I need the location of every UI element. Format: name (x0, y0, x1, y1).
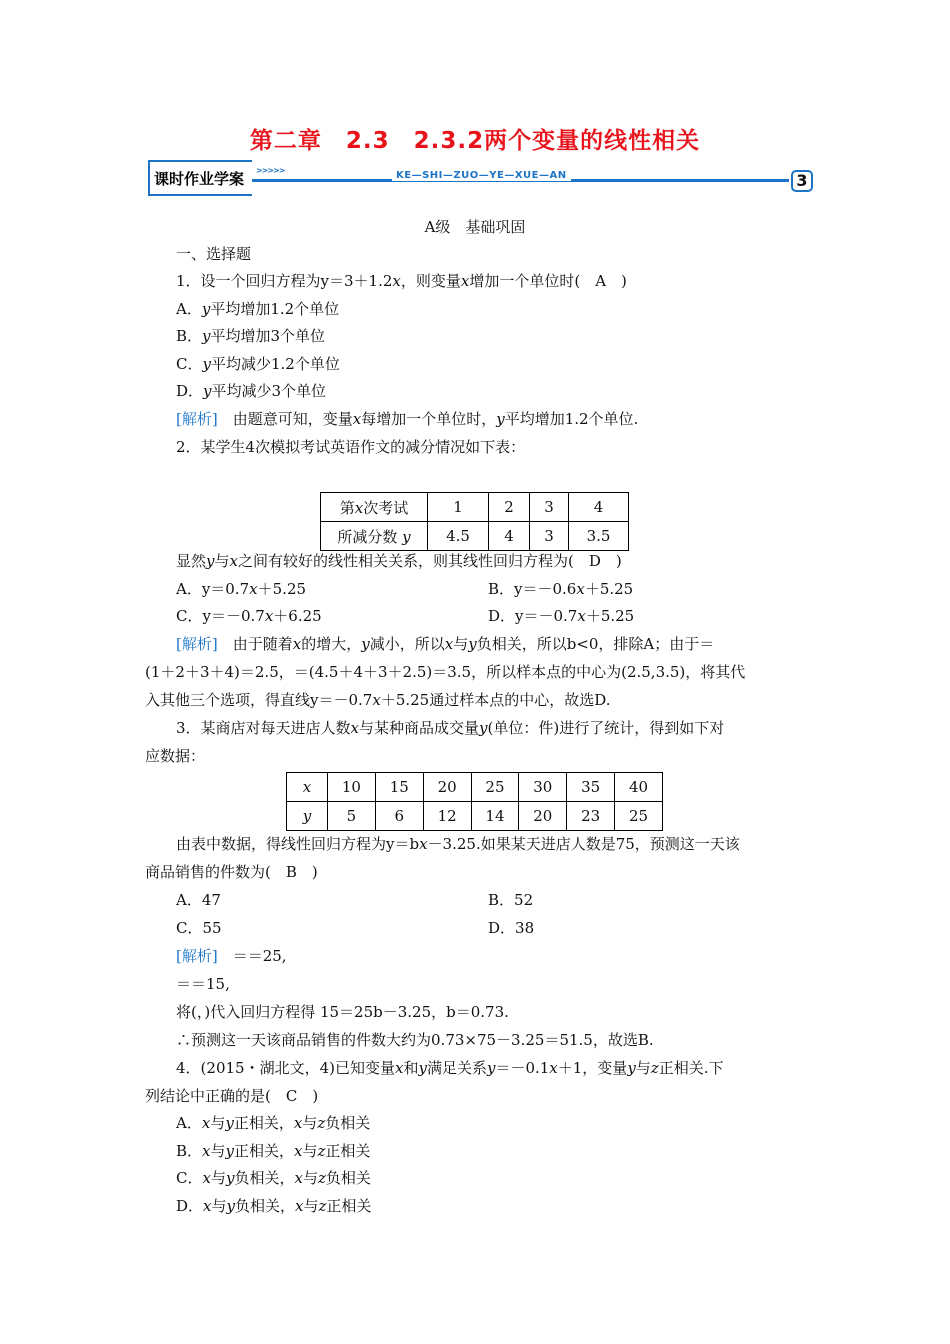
question-4-option-d: D．x与y负相关，x与z正相关 (176, 1197, 372, 1215)
question-3-analysis-line-3: 将(，)代入回归方程得 15＝25b－3.25，b＝0.73. (176, 1003, 509, 1021)
question-2-option-b: B．y＝－0.6x＋5.25 (488, 580, 634, 598)
analysis-tag: [解析] (176, 635, 218, 653)
table-cell: 30 (519, 773, 567, 802)
table-cell: 2 (489, 493, 530, 522)
table-cell: 25 (615, 802, 663, 831)
table-cell: 40 (615, 773, 663, 802)
table-cell: 12 (423, 802, 471, 831)
section-heading: 一、选择题 (176, 245, 252, 263)
question-4-option-a: A．x与y正相关，x与z负相关 (176, 1114, 371, 1132)
question-4-stem-line-2: 列结论中正确的是( C ) (145, 1087, 319, 1105)
question-2-option-d: D．y＝－0.7x＋5.25 (488, 607, 635, 625)
question-3-stem: 3．某商店对每天进店人数x与某种商品成交量y(单位：件)进行了统计，得到如下对 (176, 719, 725, 737)
question-3-follow: 由表中数据，得线性回归方程为y＝bx－3.25.如果某天进店人数是75，预测这一天该 (176, 835, 740, 853)
table-cell: 6 (375, 802, 423, 831)
table-head-cell: y (287, 802, 328, 831)
table-cell: 15 (375, 773, 423, 802)
question-4-option-c: C．x与y负相关，x与z负相关 (176, 1169, 371, 1187)
question-1-option-d: D．y平均减少3个单位 (176, 382, 327, 400)
question-1-option-c: C．y平均减少1.2个单位 (176, 355, 340, 373)
table-cell: 5 (328, 802, 376, 831)
analysis-tag: [解析] (176, 947, 218, 965)
table-row (287, 802, 663, 831)
table-cell: 20 (423, 773, 471, 802)
question-3-option-c: C．55 (176, 919, 222, 937)
table-row (321, 493, 629, 522)
banner-badge: 3 (791, 170, 813, 192)
table-head-cell: 第x次考试 (321, 493, 428, 522)
table-cell: 25 (471, 773, 519, 802)
table-cell: 3 (530, 522, 569, 551)
table-cell: 20 (519, 802, 567, 831)
question-2-analysis-line-1: [解析] 由于随着x的增大，y减小，所以x与y负相关，所以b<0，排除A；由于＝ (176, 635, 715, 653)
table-cell: 4 (489, 522, 530, 551)
section-banner (148, 160, 813, 198)
question-2-option-c: C．y＝－0.7x＋6.25 (176, 607, 322, 625)
banner-label: 课时作业学案 (148, 160, 252, 196)
question-4-option-b: B．x与y正相关，x与z正相关 (176, 1142, 371, 1160)
table-cell: 10 (328, 773, 376, 802)
table-cell: 1 (428, 493, 489, 522)
question-2-follow: 显然y与x之间有较好的线性相关关系，则其线性回归方程为( D ) (176, 552, 622, 570)
page-title: 第二章 2.3 2.3.2两个变量的线性相关 (249, 128, 701, 154)
table-cell: 35 (567, 773, 615, 802)
question-3-option-b: B．52 (488, 891, 534, 909)
banner-arrows-icon: >>>>> (256, 166, 285, 175)
question-3-analysis-line-1: [解析] ＝＝25, (176, 947, 287, 965)
question-3-follow-line-2: 商品销售的件数为( B ) (145, 863, 318, 881)
table-cell: 3 (530, 493, 569, 522)
question-2-table (320, 492, 629, 551)
table-cell: 4 (569, 493, 629, 522)
question-2-option-a: A．y＝0.7x＋5.25 (176, 580, 307, 598)
table-row (287, 773, 663, 802)
question-2-analysis-line-2: (1＋2＋3＋4)＝2.5，＝(4.5＋4＋3＋2.5)＝3.5，所以样本点的中心为(2.5,3.5)，将其代 (145, 663, 746, 681)
table-row (321, 522, 629, 551)
question-2-analysis-line-3: 入其他三个选项，得直线y＝－0.7x＋5.25通过样本点的中心，故选D. (145, 691, 611, 709)
table-head-cell: 所减分数 y (321, 522, 428, 551)
question-3-stem-line-2: 应数据： (145, 747, 206, 765)
question-1-option-b: B．y平均增加3个单位 (176, 327, 326, 345)
question-2-stem: 2．某学生4次模拟考试英语作文的减分情况如下表： (176, 438, 526, 456)
table-head-cell: x (287, 773, 328, 802)
analysis-tag: [解析] (176, 410, 218, 428)
question-3-option-d: D．38 (488, 919, 535, 937)
question-4-stem: 4．(2015・湖北文，4)已知变量x和y满足关系y＝－0.1x＋1，变量y与z正相关.下 (176, 1059, 724, 1077)
question-3-analysis-line-4: ∴预测这一天该商品销售的件数大约为0.73×75－3.25＝51.5，故选B. (176, 1031, 654, 1049)
level-heading: A级 基础巩固 (424, 218, 526, 236)
question-1-stem: 1．设一个回归方程为y＝3＋1.2x，则变量x增加一个单位时( A ) (176, 272, 627, 290)
question-1-analysis: [解析] 由题意可知，变量x每增加一个单位时，y平均增加1.2个单位. (176, 410, 639, 428)
question-3-analysis-line-2: ＝＝15, (176, 975, 230, 993)
question-3-option-a: A．47 (176, 891, 221, 909)
question-1-option-a: A．y平均增加1.2个单位 (176, 300, 340, 318)
table-cell: 14 (471, 802, 519, 831)
banner-pinyin: KE—SHI—ZUO—YE—XUE—AN (392, 170, 571, 181)
question-3-table (286, 772, 663, 831)
table-cell: 23 (567, 802, 615, 831)
table-cell: 4.5 (428, 522, 489, 551)
table-cell: 3.5 (569, 522, 629, 551)
